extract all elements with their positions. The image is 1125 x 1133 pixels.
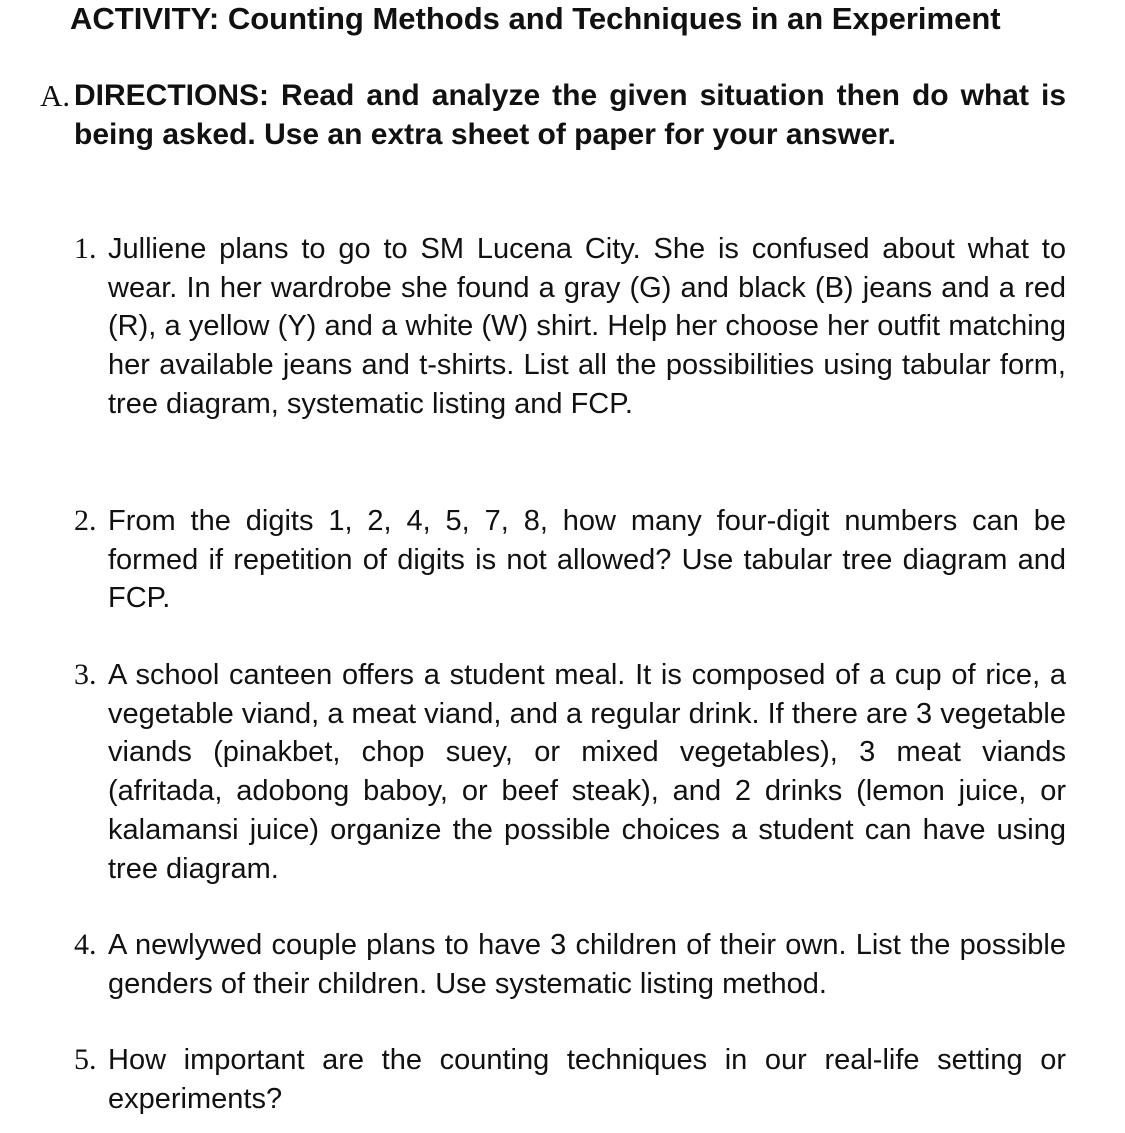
directions-text: DIRECTIONS: Read and analyze the given situation then do what is being asked. Use an extra sheet of paper for your answer. bbox=[74, 79, 1066, 151]
item-number: 5. bbox=[74, 1043, 97, 1076]
item-text: From the digits 1, 2, 4, 5, 7, 8, how many four-digit numbers can be formed if repetition of digits is not allowed? Use tabular tree diagram and FCP. bbox=[108, 505, 1066, 615]
item-number: 2. bbox=[74, 504, 97, 537]
item-number: 4. bbox=[74, 928, 97, 961]
activity-title: ACTIVITY: Counting Methods and Techniques in an Experiment bbox=[70, 1, 1001, 36]
item-number: 3. bbox=[74, 658, 97, 691]
item-number: 1. bbox=[74, 232, 97, 265]
item-text: A newlywed couple plans to have 3 children of their own. List the possible genders of their children. Use systematic listing method. bbox=[108, 929, 1066, 1000]
section-letter: A. bbox=[40, 78, 71, 113]
item-text: Julliene plans to go to SM Lucena City. She is confused about what to wear. In her wardrobe she found a gray (G) and black (B) jeans and a red (R), a yellow (Y) and a white (W) shirt. Help her choose her outfit matching her available jeans and t-shirts. List all the possibilities using tabular form, tree diagram, systematic listing and FCP. bbox=[108, 233, 1066, 420]
item-text: How important are the counting techniques in our real-life setting or experiments? bbox=[108, 1044, 1066, 1115]
item-text: A school canteen offers a student meal. It is composed of a cup of rice, a vegetable viand, a meat viand, and a regular drink. If there are 3 vegetable viands (pinakbet, chop suey, or mixed vegetables), 3 meat viands (afritada, adobong baboy, or beef steak), and 2 drinks (lemon juice, or kalamansi juice) organize the possible choices a student can have using tree diagram. bbox=[108, 659, 1066, 885]
